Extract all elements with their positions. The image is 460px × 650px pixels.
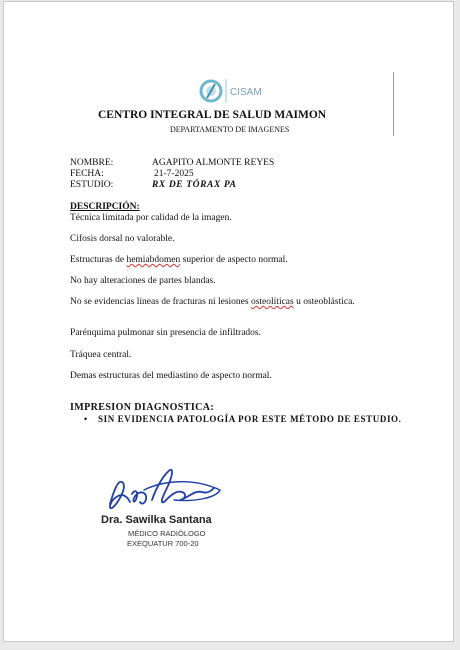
finding-fractures	[70, 297, 360, 308]
document-page	[3, 1, 454, 642]
study-value: RX DE TÓRAX PA	[152, 180, 237, 190]
name-label: NOMBRE:	[70, 158, 114, 168]
impression-text: SIN EVIDENCIA PATOLOGÍA POR ESTE MÉTODO DE ESTUDIO.	[98, 414, 402, 424]
study-label: ESTUDIO:	[70, 180, 114, 190]
signer-name: Dra. Sawilka Santana	[101, 514, 212, 526]
handwritten-signature	[104, 460, 224, 516]
date-label: FECHA:	[70, 169, 104, 179]
department-name: DEPARTAMENTO DE IMAGENES	[170, 125, 290, 134]
name-value: AGAPITO ALMONTE REYES	[152, 158, 275, 168]
finding-fractures-text-a: No se evidencias líneas de fracturas ni lesiones	[70, 297, 251, 307]
logo-text: CISAM	[230, 87, 262, 98]
signer-role: MÉDICO RADIÓLOGO	[128, 529, 206, 538]
center-name: CENTRO INTEGRAL DE SALUD MAIMON	[98, 109, 327, 121]
finding-parenchyma: Parénquima pulmonar sin presencia de infiltrados.	[70, 328, 262, 338]
finding-fractures-text-b: u osteoblástica.	[293, 297, 355, 307]
finding-soft-tissue: No hay alteraciones de partes blandas.	[70, 276, 216, 286]
finding-abdomen-text-a: Estructuras de	[70, 255, 127, 265]
spellcheck-flagged-word: osteolíticas	[250, 297, 294, 307]
impression-heading: IMPRESION DIAGNOSTICA:	[70, 402, 215, 413]
bullet-icon: •	[84, 414, 88, 424]
description-heading: DESCRIPCIÓN:	[70, 202, 140, 212]
finding-abdomen-text-b: superior de aspecto normal.	[180, 255, 288, 265]
signer-exequatur: EXEQUATUR 700-20	[127, 539, 199, 548]
finding-kyphosis: Cifosis dorsal no valorable.	[70, 234, 175, 244]
finding-mediastinum: Demas estructuras del mediastino de aspecto normal.	[70, 371, 272, 381]
spellcheck-flagged-word: hemiabdomen	[126, 255, 181, 265]
finding-trachea: Tráquea central.	[70, 350, 132, 360]
finding-technique: Técnica limitada por calidad de la imagen.	[70, 213, 232, 223]
margin-divider-line	[393, 72, 394, 136]
impression-item	[84, 414, 402, 424]
date-value: 21-7-2025	[154, 169, 194, 179]
finding-abdomen	[70, 255, 360, 266]
